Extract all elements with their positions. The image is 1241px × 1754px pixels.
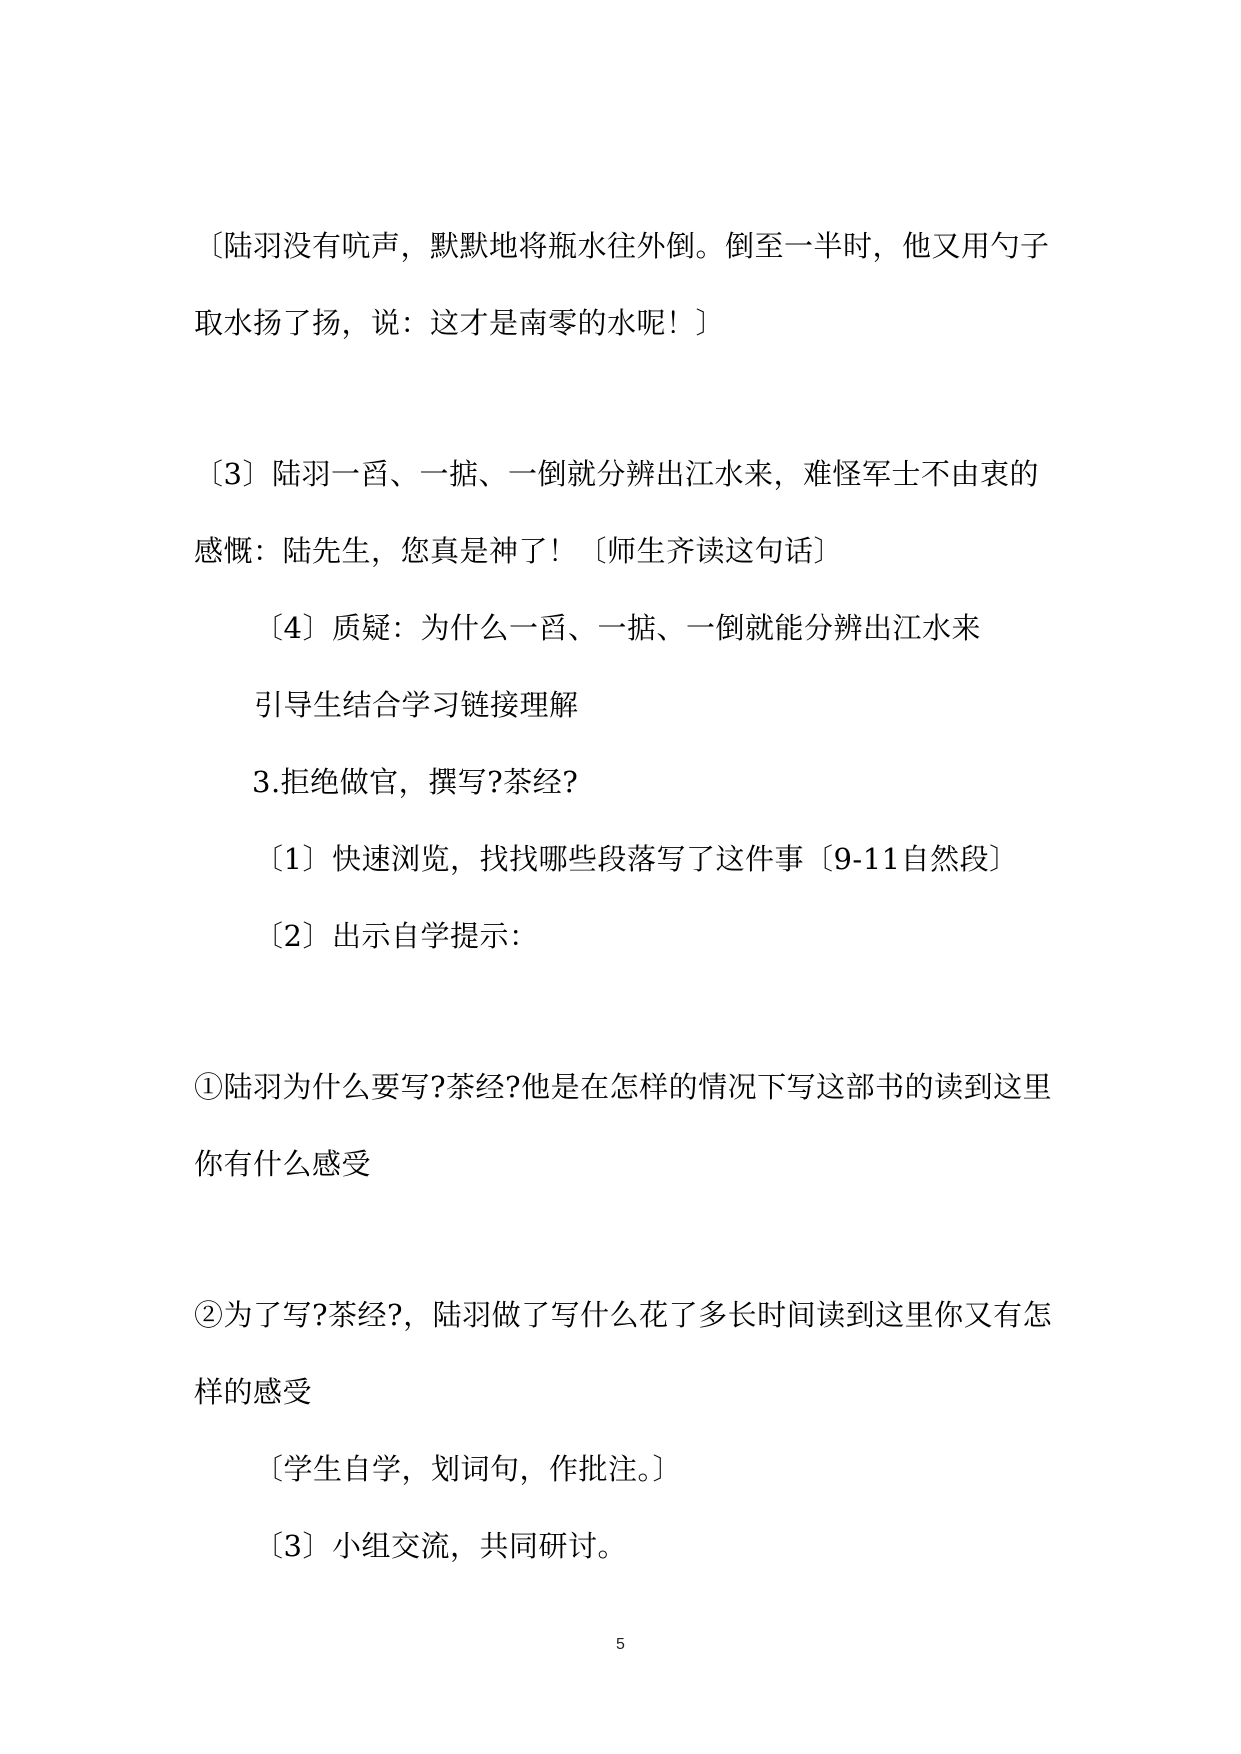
text-line-5: 〔4〕质疑：为什么一舀、一掂、一倒就能分辨出江水来 xyxy=(254,611,981,645)
text-line-15: 〔3〕小组交流，共同研讨。 xyxy=(254,1529,627,1563)
text-line-7: 3.拒绝做官，撰写?茶经? xyxy=(252,765,579,799)
text-line-9: 〔2〕出示自学提示： xyxy=(254,919,539,953)
text-line-8: 〔1〕快速浏览，找找哪些段落写了这件事〔9-11自然段〕 xyxy=(254,842,1019,876)
text-line-2: 取水扬了扬，说：这才是南零的水呢！〕 xyxy=(194,306,726,340)
text-line-14: 〔学生自学，划词句，作批注。〕 xyxy=(254,1452,683,1486)
page-number: 5 xyxy=(616,1636,625,1653)
text-line-1: 〔陆羽没有吭声，默默地将瓶水往外倒。倒至一半时，他又用勺子 xyxy=(194,229,1050,263)
text-line-12: ②为了写?茶经?，陆羽做了写什么花了多长时间读到这里你又有怎 xyxy=(194,1298,1053,1332)
text-line-6: 引导生结合学习链接理解 xyxy=(254,688,579,722)
text-line-3: 〔3〕陆羽一舀、一掂、一倒就分辨出江水来，难怪军士不由衷的 xyxy=(194,457,1039,491)
text-line-11: 你有什么感受 xyxy=(194,1147,372,1181)
text-line-4: 感慨：陆先生，您真是神了！〔师生齐读这句话〕 xyxy=(194,534,844,568)
text-line-13: 样的感受 xyxy=(194,1375,313,1409)
text-line-10: ①陆羽为什么要写?茶经?他是在怎样的情况下写这部书的读到这里 xyxy=(194,1070,1053,1104)
